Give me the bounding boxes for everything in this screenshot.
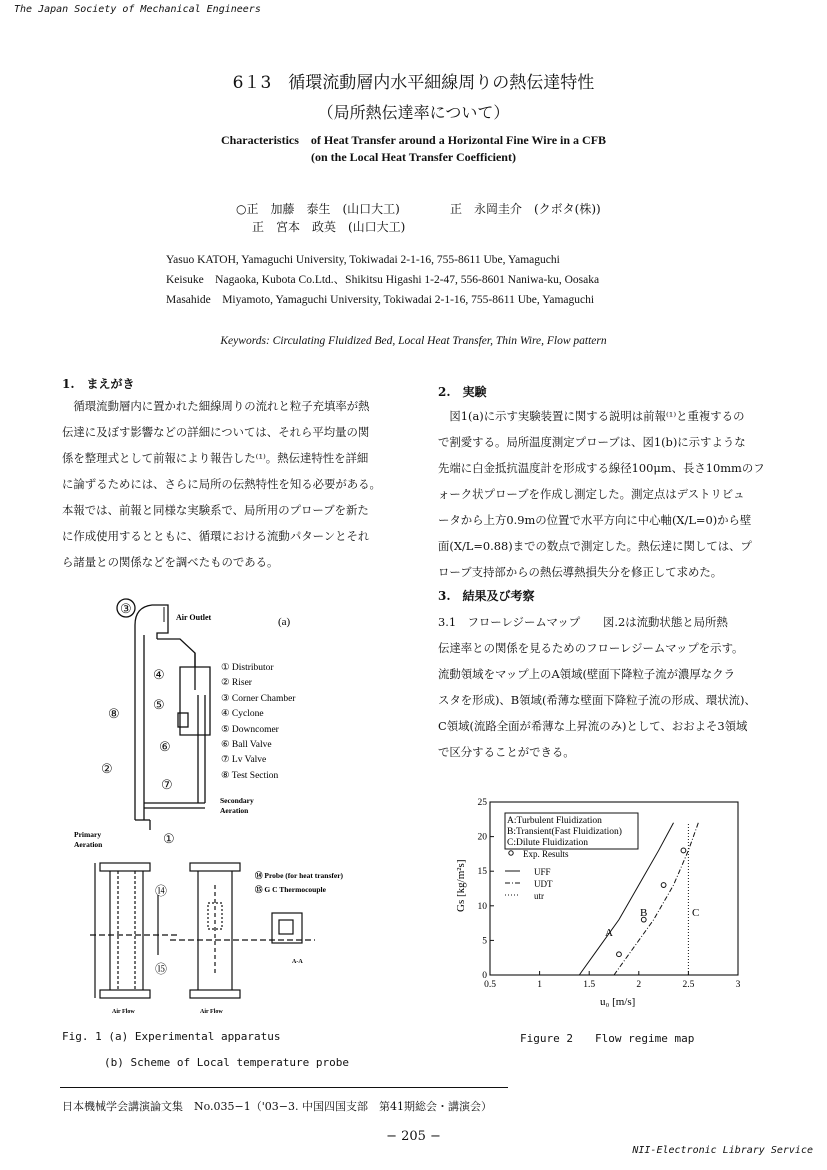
svg-text:⑤: ⑤ <box>153 697 165 712</box>
text-line: ォーク状プローブを作成し測定した。測定点はデストリビュ <box>438 487 745 501</box>
x-axis-label: u₀ [m/s] <box>600 996 636 1008</box>
primary-label: Primary <box>74 830 102 839</box>
text-line: 係を整理式として前報により報告した⁽¹⁾。熱伝達特性を詳細 <box>62 451 369 465</box>
section-1-body <box>62 393 414 575</box>
text-line: C領域(流路全面が希薄な上昇流のみ)として、おおよそ3領域 <box>438 719 748 733</box>
legend-series: utr <box>534 891 544 901</box>
page-number: − 205 − <box>386 1129 441 1144</box>
svg-text:⑦: ⑦ <box>161 777 173 792</box>
legend-entry: B:Transient(Fast Fluidization) <box>507 827 622 837</box>
part-label: ① Distributor <box>221 663 274 673</box>
legend-entry: C:Dilute Fluidization <box>507 838 589 848</box>
text-line: 循環流動層内に置かれた細線周りの流れと粒子充填率が熱 <box>62 399 370 413</box>
section-aa-label: A-A <box>292 959 303 965</box>
text-line: 伝達率との関係を見るためのフローレジームマップを示す。 <box>438 641 744 655</box>
library-footer: NII-Electronic Library Service <box>632 1145 813 1156</box>
author-2: 正 永岡圭介 (クボタ(株)) <box>450 202 601 216</box>
legend-series: UFF <box>534 867 551 877</box>
section-1-heading: 1. まえがき <box>62 377 135 391</box>
x-tick-label: 1 <box>537 980 542 990</box>
figure-a-label: (a) <box>278 616 291 628</box>
svg-text:③: ③ <box>120 601 132 616</box>
part-label: ⑧ Test Section <box>221 771 279 781</box>
y-tick-label: 5 <box>482 936 487 947</box>
svg-text:④: ④ <box>153 667 165 682</box>
svg-text:⑧: ⑧ <box>108 706 120 721</box>
figure-1a-caption: Fig. 1 (a) Experimental apparatus <box>62 1030 281 1043</box>
author-1: ○正 加藤 泰生 (山口大工) <box>236 202 400 216</box>
affiliation-line: Yasuo KATOH, Yamaguchi University, Tokiwadai 2-1-16, 755-8611 Ube, Yamaguchi <box>166 254 560 266</box>
legend-entry: A:Turbulent Fluidization <box>507 816 602 826</box>
keywords: Keywords: Circulating Fluidized Bed, Local Heat Transfer, Thin Wire, Flow pattern <box>220 335 607 347</box>
region-label-a: A <box>605 927 613 939</box>
english-title-line-1: Characteristics of Heat Transfer around a Horizontal Fine Wire in a CFB <box>220 133 607 147</box>
text-line: 面(X/L=0.88)までの数点で測定した。熱伝達に関しては、プ <box>438 539 752 553</box>
legend-series: Exp. Results <box>523 849 569 859</box>
text-line: 流動領域をマップ上のA領域(壁面下降粒子流が濃厚なクラ <box>438 667 735 681</box>
y-tick-label: 20 <box>477 832 487 843</box>
x-tick-label: 3 <box>735 980 741 990</box>
region-label-b: B <box>640 907 648 919</box>
primary-aeration-label: Aeration <box>74 840 103 849</box>
exp-result-point <box>681 848 686 853</box>
part-label: ② Riser <box>221 678 252 688</box>
svg-text:⑮: ⑮ <box>155 962 168 976</box>
affiliation-line: Masahide Miyamoto, Yamaguchi University, Tokiwadai 2-1-16, 755-8611 Ube, Yamaguchi <box>166 294 595 306</box>
x-tick-label: 2.5 <box>682 980 695 990</box>
y-tick-label: 25 <box>477 798 487 808</box>
legend-series: UDT <box>534 879 553 889</box>
y-tick-label: 10 <box>477 901 487 912</box>
x-tick-label: 0.5 <box>484 980 496 990</box>
y-axis-label: Gs [kg/m²s] <box>455 859 467 912</box>
english-title-line-2: (on the Local Heat Transfer Coefficient) <box>311 150 516 164</box>
section-3-body <box>438 609 790 765</box>
part-label: ⑦ Lv Valve <box>221 755 267 765</box>
text-line: に作成使用するとともに、循環における流動パターンとそれ <box>62 529 370 543</box>
y-tick-label: 0 <box>482 971 487 981</box>
figure-1b-caption: (b) Scheme of Local temperature probe <box>104 1056 350 1069</box>
journal-header: The Japan Society of Mechanical Engineers <box>14 4 261 15</box>
svg-text:①: ① <box>163 831 175 846</box>
part-label: ⑤ Downcomer <box>221 725 279 735</box>
figure-1-apparatus <box>60 595 430 1020</box>
figure-2-chart <box>452 792 758 1022</box>
part-label: ⑥ Ball Valve <box>221 740 272 750</box>
proceedings-note: 日本機械学会講演論文集 No.035−1（'03−3. 中国四国支部 第41期総会・講演会） <box>62 1100 492 1113</box>
english-title <box>0 132 827 166</box>
svg-text:②: ② <box>101 761 113 776</box>
text-line: 本報では、前報と同様な実験系で、局所用のプローブを新た <box>62 503 369 517</box>
text-line: スタを形成)、B領域(希薄な壁面下降粒子流の形成、環状流)、 <box>438 693 756 707</box>
text-line: ら諸量との関係などを調べたものである。 <box>62 555 279 569</box>
text-line: ローブ支持部からの熱伝導熱損失分を修正して求めた。 <box>438 565 723 579</box>
text-line: 伝達に及ぼす影響などの詳細については、それら平均量の関 <box>62 425 370 439</box>
section-2-heading: 2. 実験 <box>438 385 487 399</box>
y-tick-label: 15 <box>477 867 487 878</box>
exp-result-point <box>617 952 622 957</box>
secondary-aeration-label: Aeration <box>220 806 249 815</box>
x-tick-label: 2 <box>636 980 642 990</box>
affiliation-line: Keisuke Nagaoka, Kubota Co.Ltd.、Shikitsu Higashi 1-2-47, 556-8601 Naniwa-ku, Oosaka <box>166 274 600 286</box>
footer-rule <box>60 1087 508 1088</box>
paper-subtitle: （局所熱伝達率について） <box>317 103 510 122</box>
text-line: ータから上方0.9mの位置で水平方向に中心軸(X/L=0)から壁 <box>438 513 752 527</box>
text-line: 先端に白金抵抗温度計を形成する線径100μm、長さ10mmのフ <box>438 461 765 475</box>
affiliations <box>166 250 599 310</box>
text-line: に論ずるためには、さらに局所の伝熱特性を知る必要がある。 <box>62 477 381 491</box>
author-3: 正 宮本 政英 (山口大工) <box>252 220 406 234</box>
svg-text:⑭: ⑭ <box>155 884 168 898</box>
secondary-label: Secondary <box>220 796 254 805</box>
part-label: ③ Corner Chamber <box>221 694 296 704</box>
section-3-heading: 3. 結果及び考察 <box>438 589 535 603</box>
text-line: 3.1 フローレジームマップ 図.2は流動状態と局所熱 <box>438 615 728 629</box>
part-label: ④ Cyclone <box>221 709 264 719</box>
region-label-c: C <box>692 907 700 919</box>
probe-label: ⑭ Probe (for heat transfer) <box>255 871 344 880</box>
section-2-body <box>438 403 790 585</box>
air-flow-label: Air Flow <box>200 1009 223 1015</box>
legend-marker-exp <box>509 851 513 855</box>
svg-text:⑥: ⑥ <box>159 739 171 754</box>
air-flow-label: Air Flow <box>112 1009 135 1015</box>
air-outlet-label: Air Outlet <box>176 613 212 622</box>
text-line: で割愛する。局所温度測定プローブは、図1(b)に示すような <box>438 435 746 449</box>
figure-2-caption: Figure 2 Flow regime map <box>520 1032 695 1045</box>
exp-result-point <box>661 883 666 888</box>
text-line: 図1(a)に示す実験装置に関する説明は前報⁽¹⁾と重複するの <box>438 409 745 423</box>
x-tick-label: 1.5 <box>583 980 596 990</box>
thermocouple-label: ⑮ G C Thermocouple <box>255 885 326 894</box>
text-line: で区分することができる。 <box>438 745 575 759</box>
paper-title: 6１3 循環流動層内水平細線周りの熱伝達特性 <box>232 73 595 93</box>
